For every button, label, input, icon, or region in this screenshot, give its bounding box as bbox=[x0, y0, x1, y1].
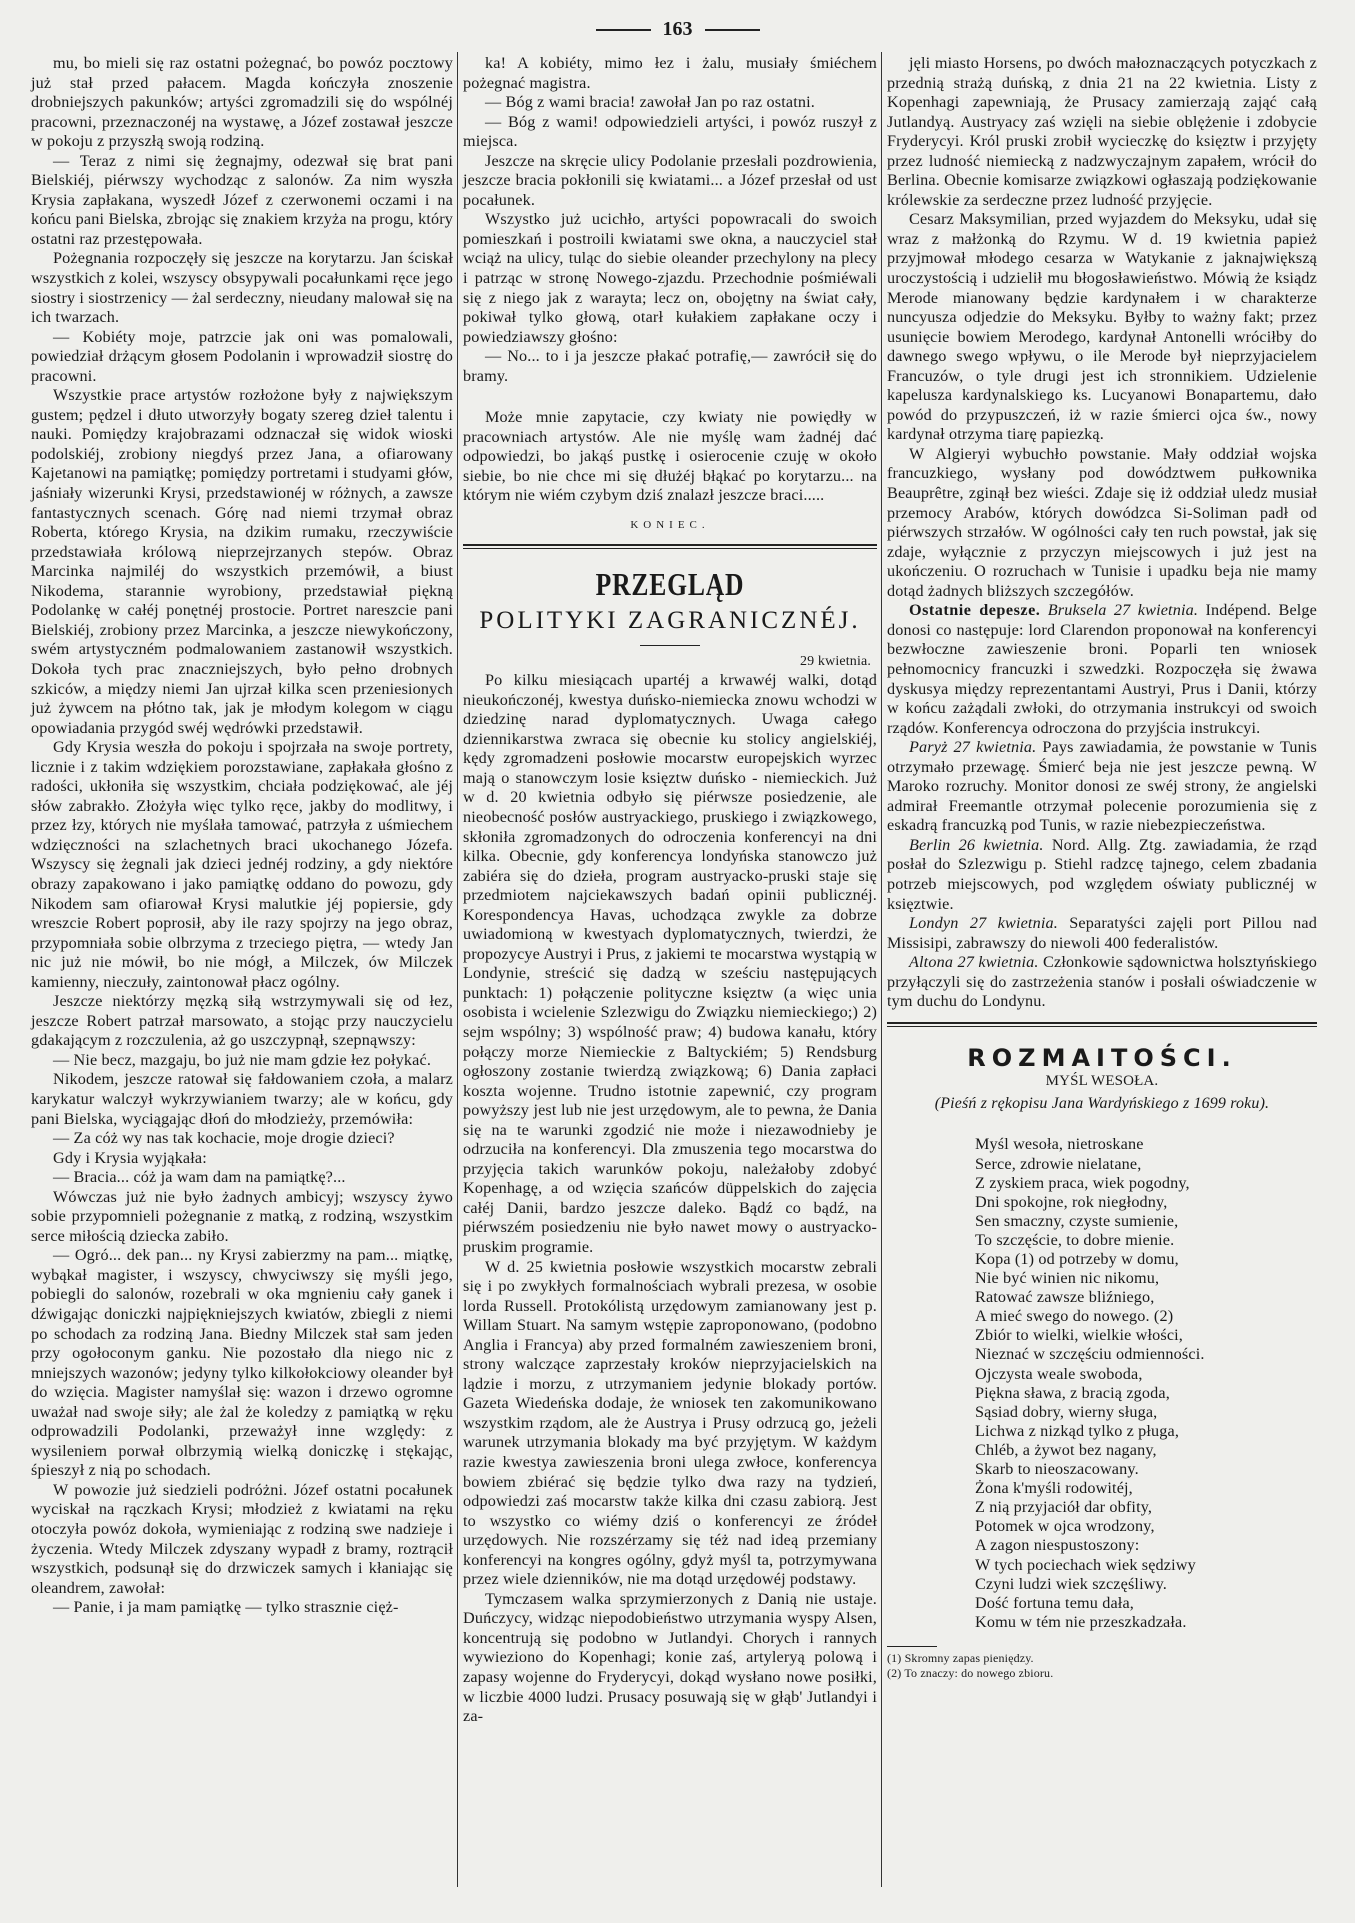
paragraph: — Za cóż wy nas tak kochacie, moje drogie dzieci? bbox=[53, 1129, 395, 1148]
poem-line: A mieć swego do nowego. (2) bbox=[975, 1307, 1174, 1326]
page-number-text: 163 bbox=[662, 18, 693, 40]
dispatch-text: Indépend. Belge donosi co następuje: lord Clarendon proponował na konferencyi bezwłoczne zawieszenie broni. Poparli ten wniosek pełnomocnicy francuzki i szwedzki. Rozpoczęła się żwawa dyskusya między reprezentantami Austryi, Prus i Danii, którzy w końcu zażądali zwłoki, do otrzymania instrukcyi od swoich rządów. Konferencya odroczona do przyjścia instrukcyi. bbox=[887, 601, 1318, 737]
footnote: (1) Skromny zapas pieniędzy. bbox=[887, 1650, 1034, 1665]
paragraph: — Ogró... dek pan... ny Krysi zabierzmy na pam... miątkę, wybąkał magister, i wszyscy, chwyciwszy się myśli jego, pobiegli do salonów, rozebrali w oka mgnieniu cały ganek i dźwigając doniczki najpiękniejszych kwiatów, zbiegli z niemi po schodach za rodziną Jana. Biedny Milczek stał sam jeden przy ogołoconym ganku. Nie pozostało dla niego nic z mniejszych wazonów; jedyny tylko kilkołokciowy oleander był do wzięcia. Magister namyślał się: wazon i drzewo ogromne uważał nad swoje siły; ale żal że koledzy z pamiątką w ręku odprowadzili Podolanki, przeważył inne względy: z wysileniem porwał olbrzymią wielką doniczkę i stękając, śpieszył z nią po schodach. bbox=[31, 1246, 453, 1480]
poem-line: Nieznać w szczęściu odmienności. bbox=[975, 1345, 1205, 1364]
divider bbox=[705, 29, 760, 31]
foreign-politics-continued bbox=[887, 54, 1317, 601]
poem-line: Komu w tém nie przeszkadzała. bbox=[975, 1612, 1187, 1631]
paragraph: Po kilku miesiącach upartéj a krwawéj walki, dotąd nieukończonéj, kwestya duńsko-niemiecka znowu wchodzi w dziedzinę narad dyplomatycznych. Uwaga całego dziennikarstwa zwraca się obecnie ku stolicy angielskiéj, kędy zgromadzeni posłowie mocarstw europejskich wyrzec mają o stanowczym losie księztw duńsko - niemieckich. Już w d. 20 kwietnia odbyło się piérwsze posiedzenie, ale nieobecność posłów austryackiego, pruskiego i związkowego, skłoniła zgromadzonych do odroczenia konferencyi na dni kilka. Obecnie, gdy konferencya londyńska stanowczo już zabiéra się do dzieła, program austryacko-pruski staje się przedmiotem najciekawszych badań opinii publicznéj. Korespondencya Havas, uchodząca zwykle za dobrze uwiadomioną w kwestyach dyplomatycznych, twierdzi, że propozycye Austryi i Prus, z jakiemi te mocarstwa wystąpią w Londynie, streścić się dadzą w sześciu następujących punktach: 1) połączenie polityczne księztw (a więc unia osobista i wcielenie Szlezwigu do Związku niemieckiego;) 2) sejm wspólny; 3) wspólność praw; 4) budowa kanału, który połączy morze Niemieckie z Baltyckiém; 5) Rendsburg ogłoszony zostanie twierdzą związkową; 6) Dania zapłaci koszta wojenne. Trudno istotnie zapewnić, czy program powyższy jest lub nie jest urzędowym, ale to pewna, że Dania się na te warunki zgodzić nie może i niezawodnieby je odrzuciła na konferencyi. Dla zmuszenia tego mocarstwa do przyjęcia takich warunków pokoju, należałoby zdobyć Kopenhagę, a od wzięcia szańców düppelskich do zajęcia całéj Danii, bardzo jeszcze daleko. Bądź co bądź, na piérwszém posiedzeniu nie było nawet mowy o austryacko-pruskim programie. bbox=[463, 671, 877, 1256]
dispatch bbox=[887, 836, 1317, 914]
poem-line: Sen smaczny, czyste sumienie, bbox=[975, 1211, 1179, 1230]
poem-line: Nie być winien nic nikomu, bbox=[975, 1269, 1160, 1288]
paragraph: Wszystkie prace artystów rozłożone były z największym gustem; pędzel i dłuto utworzyły bogaty szereg dzieł talentu i nauki. Pomiędzy krajobrazami odznaczał się widok wioski podolskiéj, zrobiony niegdyś przez Jana, a ofiarowany Kajetanowi na pamiątkę; pomiędzy portretami i studyami głów, jaśniały wizerunki Krysi, przedstawionéj w różnych, a zawsze fantastycznych scenach. Górę nad niemi trzymał obraz Roberta, którego Krysia, na dzikim rumaku, rzeczywiście przedstawiała królową nieprzejrzanych stepów. Obraz Marcinka najmiléj do wszystkich przemówił, a biust Nikodema, starannie wyrobiony, przedstawiał piękną Podolankę w całéj ponętnéj prostocie. Portret nareszcie pani Bielskiéj, zrobiony przez Marcinka, a jeszcze niewykończony, swém artystyczném podmalowaniem zastanowił wszystkich. Dokoła tych prac znaczniejszych, było pełno drobnych szkiców, a między niemi Jan ujrzał kilka scen przeniesionych już żywcem na płótno tak, jak je młodym kolegom w ciągu opowiadania przygód swéj wędrówki przedstawił. bbox=[31, 386, 453, 737]
paragraph: Nikodem, jeszcze ratował się fałdowaniem czoła, a malarz karykatur walczył wykrzywianiem twarzy; ale w końcu, gdy pani Bielska, wyciągając dłoń do młodzieży, przemówiła: bbox=[31, 1070, 453, 1128]
poem-line: Skarb to nieoszacowany. bbox=[975, 1460, 1139, 1479]
paragraph: — Bóg z wami! odpowiedzieli artyści, i powóz ruszył z miejsca. bbox=[463, 112, 877, 151]
dispatch-text: Nord. Allg. Ztg. zawiadamia, że rząd posłał do Szlezwigu p. Stiehl radzcę tajnego, celem zbadania potrzeb miejscowych, pod względem oświaty publicznéj w księztwie. bbox=[887, 835, 1317, 913]
dispatch-text: Członkowie sądownictwa holsztyńskiego przyłączyli się do zastrzeżenia stanów i posłali oświadczenie w tym duchu do Londynu. bbox=[887, 953, 1317, 1011]
paragraph: jęli miasto Horsens, po dwóch małoznaczących potyczkach z przednią strażą duńską, z dnia 21 na 22 kwietnia. Listy z Kopenhagi zapewniają, że Prusacy zamierzają zająć całą Jutlandyą. Austryacy zaś wzięli na siebie oblężenie i zdobycie Fryderycyi. Król pruski zrobił wycieczkę do księztw i przyjęty przez ludność niemiecką z nadzwyczajnym zapałem, wrócił do Berlina. Obecnie komisarze związkowi ogłaszają podziękowanie królewskie za serdeczne przez ludność przyjęcie. bbox=[887, 54, 1317, 209]
poem-line: Z nią przyjaciół dar obfity, bbox=[975, 1498, 1153, 1517]
poem-line: Myśl wesoła, nietroskane bbox=[975, 1135, 1144, 1154]
poem-line: Sąsiad dobry, wierny sługa, bbox=[975, 1402, 1158, 1421]
footnote: (2) To znaczy: do nowego zbioru. bbox=[887, 1665, 1054, 1680]
paragraph: — Nie becz, mazgaju, bo już nie mam gdzie łez połykać. bbox=[53, 1050, 432, 1069]
poem-title: MYŚL WESOŁA. bbox=[1045, 1073, 1159, 1090]
paragraph: mu, bo mieli się raz ostatni pożegnać, bo powóz pocztowy już stał przed pałacem. Magda kończyła znoszenie drobniejszych pakunków; artyści zgromadzili się do wspólnéj pracowni, przeznaczonéj na wystawę, a Józef zostawał jeszcze w pokoju z przyszłą swoją rodziną. bbox=[31, 54, 453, 151]
dispatch-text: Separatyści zajęli port Pillou nad Missisipi, zabrawszy do niewoli 400 federalistów. bbox=[887, 914, 1318, 952]
paragraph: Tymczasem walka sprzymierzonych z Danią nie ustaje. Duńczycy, widząc niepodobieństwo utrzymania wyspy Alsen, koncentrują się podobno w Jutlandyi. Chorych i rannych wywieziono do Kopenhagi; konie zaś, artyleryą polową i zapasy wojenne do Fryderycyi, dokąd wysłano nowe posiłki, w liczbie 4000 ludzi. Prusacy posuwają się w głąb' Jutlandyi i za- bbox=[463, 1589, 877, 1726]
poem-source: (Pieśń z rękopisu Jana Wardyńskiego z 1699 roku). bbox=[934, 1094, 1270, 1112]
dispatch-lead: Berlin 26 kwietnia. bbox=[909, 835, 1044, 854]
poem-line: Chléb, a żywot bez nagany, bbox=[975, 1440, 1157, 1459]
column-1 bbox=[31, 54, 453, 1618]
dispatch bbox=[887, 914, 1317, 953]
paragraph: — Teraz z nimi się żegnajmy, odezwał się brat pani Bielskiéj, piérwszy wychodząc z salonów. Za nim wyszła Krysia zapłakana, wyszedł Józef z czerwonemi oczami i na końcu pani Bielska, zbrojąc się znakiem krzyża na progu, który ostatni raz przestępowała. bbox=[31, 151, 453, 248]
paragraph: Jeszcze niektórzy męzką siłą wstrzymywali się od łez, jeszcze Robert patrzał marsowato, a stojąc przy nauczycielu gdakającym z rozczulenia, aż go uszczypnął, szepnąwszy: bbox=[31, 992, 453, 1050]
poem-line: To szczęście, to dobre mienie. bbox=[975, 1230, 1175, 1249]
dispatch-text: Pays zawiadamia, że powstanie w Tunis otrzymało przewagę. Śmierć beja nie jest jeszcze pewną. W Maroko rozruchy. Monitor donosi ze swéj strony, że angielski admirał Freemantle otrzymał polecenie porozumienia się z eskadrą francuzką pod Tunis, w razie niebezpieczeństwa. bbox=[887, 738, 1317, 835]
poem-line: Lichwa z nizkąd tylko z pługa, bbox=[975, 1421, 1180, 1440]
dispatch-lead: Paryż 27 kwietnia. bbox=[909, 738, 1037, 757]
dispatches bbox=[887, 738, 1317, 1012]
misc-title: ROZMAITOŚCI. bbox=[967, 1043, 1237, 1072]
end-label: KONIEC. bbox=[630, 519, 710, 532]
dispatch-lead: Londyn 27 kwietnia. bbox=[909, 914, 1058, 933]
paragraph: — Kobiéty moje, patrzcie jak oni was pomalowali, powiedział drżącym głosem Podolanin i wprowadził siostrę do pracowni. bbox=[31, 327, 453, 385]
poem-line: Kopa (1) od potrzeby w domu, bbox=[975, 1250, 1179, 1268]
poem-line: Ratować zawsze bliźniego, bbox=[975, 1288, 1155, 1307]
poem bbox=[975, 1135, 1317, 1631]
column-divider bbox=[457, 52, 458, 1887]
paragraph: — Bracia... cóż ja wam dam na pamiątkę?... bbox=[53, 1168, 346, 1187]
section-divider bbox=[463, 544, 877, 549]
poem-line: Zbiór to wielki, wielkie włości, bbox=[975, 1326, 1184, 1345]
divider bbox=[596, 29, 651, 31]
paragraph: — Bóg z wami bracia! zawołał Jan po raz ostatni. bbox=[485, 93, 815, 112]
poem-line: W tych pociechach wiek sędziwy bbox=[975, 1555, 1196, 1574]
footnotes bbox=[887, 1651, 1317, 1681]
poem-line: Czyni ludzi wiek szczęśliwy. bbox=[975, 1574, 1167, 1593]
story-ending bbox=[463, 54, 877, 386]
paragraph: Gdy Krysia weszła do pokoju i spojrzała na swoje portrety, licznie i z takim wdziękiem porozstawiane, zapłakała głośno z radości, ukłoniła się wszystkim, chciała podziękować, ale jéj słów zabrakło. Złożyła więc tylko ręce, jakby do modlitwy, i przez łzy, których nie myślała tamować, patrzyła z uśmiechem wdzięczności na szlachetnych braci ukochanego Józefa. Wszyscy się żegnali jak dzieci jednéj rodziny, a gdy niektóre obrazy zapakowano i jako pamiątkę oddano do powozu, gdy Nikodem sam ofiarował Krysi malutkie jéj popiersie, gdy wreszcie Robert poprosił, aby ile razy spojrzy na jego obraz, przypomniała sobie olbrzyma z trzeciego piętra, — wtedy Jan nic już nie mówił, bo nie mógł, a Milczek, ów Milczek kamienny, nieczuły, zaintonował płacz ogólny. bbox=[31, 738, 453, 991]
paragraph: Wszystko już ucichło, artyści popowracali do swoich pomieszkań i postroili kwiatami swe okna, a nauczyciel stał wciąż na ulicy, tuląc do siebie oleander przechylony na plecy i patrząc w stronę Nowego-zjazdu. Przechodnie pośmiéwali się z niego jak z warayta; lecz on, obojętny na świat cały, pokiwał tylko głową, otarł kułakiem zapłakane oczy i powiedziawszy głośno: bbox=[463, 210, 877, 346]
poem-line: Z zyskiem praca, wiek pogodny, bbox=[975, 1173, 1190, 1192]
paragraph: — No... to i ja jeszcze płakać potrafię,— zawrócił się do bramy. bbox=[463, 347, 877, 385]
paragraph: Cesarz Maksymilian, przed wyjazdem do Meksyku, udał się wraz z małżonką do Rzymu. W d. 19 kwietnia papież przyjmował młodego cesarza w Watykanie z jaknajwiększą uroczystością i udzielił mu błogosławieństwo. Mówią że ksiądz Merode mianowany będzie kardynałem i w charakterze nuncyusza odjedzie do Meksyku. Byłby to ważny fakt; przez usunięcie bowiem Merodego, kardynał Antonelli wróciłby do dawnego swego wpływu, o ile Merode był nieprzyjacielem Francuzów, o tyle drugi jest ich stronnikiem. Udzielenie kapelusza kardynalskiego ks. Lucyanowi Bonapartemu, dało powód do przypuszczeń, iż w razie śmierci ojca św., nowy kardynał otrzyma tiarę papiezką. bbox=[887, 210, 1317, 444]
section-divider bbox=[887, 1022, 1317, 1027]
paragraph: W Algieryi wybuchło powstanie. Mały oddział wojska francuzkiego, wysłany pod dowództwem pułkownika Beauprêtre, zginął bez wieści. Zdaje się iż oddział uledz musiał przemocy Arabów, których dowódzca Si-Soliman padł od piérwszych strzałów. W ogólności cały ten ruch powstał, jak się zdaje, wyłącznie z przyczyn miejscowych i już jest na ukończeniu. O rozruchach w Tunisie i upadku beja nie mamy dotąd żadnych bliższych szczegółów. bbox=[887, 444, 1317, 600]
section-title: PRZEGLĄD bbox=[595, 565, 745, 602]
dispatches-label: Ostatnie depesze. bbox=[909, 601, 1041, 620]
paragraph: Pożegnania rozpoczęły się jeszcze na korytarzu. Jan ściskał wszystkich z kolei, wszyscy obsypywali pocałunkami ręce jego siostry i siostrzenicy — żal serdeczny, nieudany malował się na ich twarzach. bbox=[31, 249, 453, 327]
poem-line: Dni spokojne, rok niegłodny, bbox=[975, 1192, 1168, 1211]
poem-line: Potomek w ojca wrodzony, bbox=[975, 1517, 1155, 1536]
divider bbox=[640, 645, 700, 646]
dispatch-lead: Altona 27 kwietnia. bbox=[909, 953, 1039, 972]
column-2 bbox=[463, 54, 877, 1727]
footnote-divider bbox=[887, 1646, 937, 1647]
paragraph: ka! A kobiéty, mimo łez i żalu, musiały śmiéchem pożegnać magistra. bbox=[463, 54, 877, 92]
paragraph: Jeszcze na skręcie ulicy Podolanie przesłali pozdrowienia, jeszcze bracia pokłonili się kwiatami... a Józef przesłał od ust pocałunek. bbox=[463, 151, 877, 209]
dispatch bbox=[887, 738, 1317, 836]
poem-line: Ojczysta weale swoboda, bbox=[975, 1364, 1143, 1383]
paragraph: — Panie, i ja mam pamiątkę — tylko strasznie cięż- bbox=[53, 1598, 399, 1617]
poem-line: Żona k'myśli rodowitéj, bbox=[975, 1479, 1133, 1498]
dispatch bbox=[887, 953, 1317, 1012]
section-subtitle: POLITYKI ZAGRANICZNÉJ. bbox=[479, 606, 861, 634]
paragraph: W powozie już siedzieli podróżni. Józef ostatni pocałunek wyciskał na rączkach Krysi; młodzież z kwiatami na ręku otoczyła powóz dokoła, wymieniając z rodziną swe nadzieje i życzenia. Wtedy Milczek zdyszany wypadł z bramy, roztrącił wszystkich, podsunął się do drzwiczek samych i kłaniając się oleandrem, zawołał: bbox=[31, 1480, 453, 1597]
poem-line: Dość fortuna temu dała, bbox=[975, 1593, 1134, 1612]
section-date: 29 kwietnia. bbox=[799, 653, 871, 669]
poem-line: Piękna sława, z bracią zgoda, bbox=[975, 1383, 1170, 1402]
paragraph: Gdy i Krysia wyjąkała: bbox=[53, 1148, 207, 1167]
page-number bbox=[0, 18, 1355, 41]
poem-line: A zagon niespustoszony: bbox=[975, 1536, 1140, 1555]
paragraph: Wówczas już nie było żadnych ambicyj; wszyscy żywo sobie przypomnieli pożegnanie z matką, z rodziną, wszystkim serce miłością dziecka zabiło. bbox=[31, 1187, 453, 1245]
paragraph: W d. 25 kwietnia posłowie wszystkich mocarstw zebrali się i po zwykłych formalnościach wybrali prezesa, w osobie lorda Russell. Protokólistą urzędowym zamianowany jest p. Willam Stuart. Na samym wstępie zaproponowano, (podobno Anglia i Francya) aby przed formalném zawieszeniem broni, strony walczące zaprzestały kroków nieprzyjacielskich na lądzie i morzu, z utrzymaniem jedynie blokady portów. Gazeta Wiedeńska dodaje, że wniosek ten zakomunikowano wszystkim rządom, ale że Austrya i Prusy odrzucą go, jeżeli warunek utrzymania blokady ma być przyjętym. W każdym razie kwestya zawieszenia broni ulega zwłoce, konferencya bowiem zbiérać się będzie tylko dwa razy na tydzień, odpowiedzi zaś mocarstw także kilka dni czasu zabiorą. Jest to wszystko co wiémy dziś o konferencyi ze źródeł urzędowych. Nie rozszérzamy się téż nad ideą przemiany konferencyi na kongres ogólny, gdyż myśl ta, potrzymywana przez wiele dzienników, nie ma dotąd urzędowéj podstawy. bbox=[463, 1257, 877, 1589]
column-3 bbox=[887, 54, 1317, 1681]
foreign-politics-review bbox=[463, 671, 877, 1727]
dispatch-lead: Bruksela 27 kwietnia. bbox=[1047, 601, 1199, 620]
column-divider bbox=[881, 52, 882, 1887]
story-epilogue: Może mnie zapytacie, czy kwiaty nie powiędły w pracowniach artystów. Ale nie myślę wam żadnéj dać odpowiedzi, bo jakąś pustkę i osierocenie czuję w około siebie, bo nie chce mi się dłużéj błąkać po korytarzu... na którym nie wiém czybym dziś znalazł jeszcze braci..... bbox=[463, 408, 877, 505]
poem-line: Serce, zdrowie nielatane, bbox=[975, 1154, 1142, 1173]
